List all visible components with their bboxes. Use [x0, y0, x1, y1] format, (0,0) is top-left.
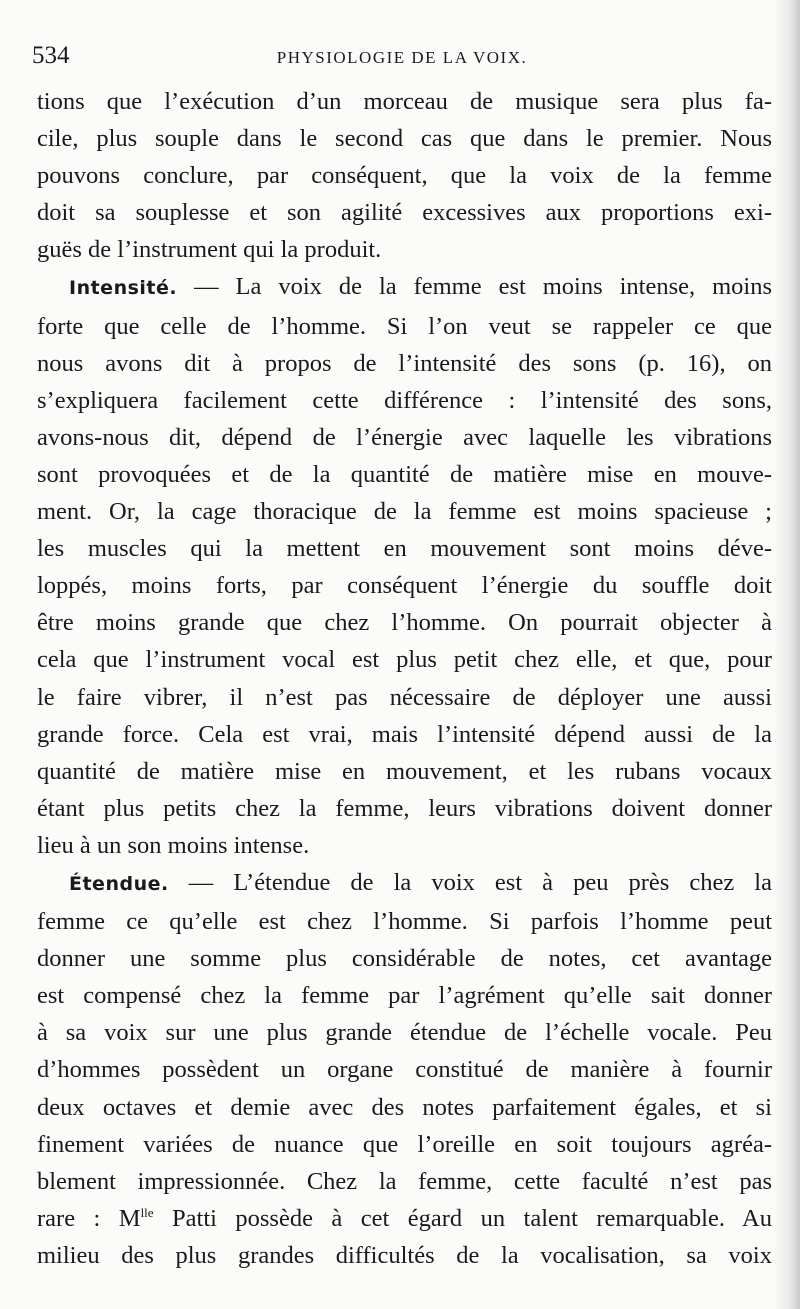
- text-fragment: — La voix de la femme est moins intense, moins: [177, 273, 772, 301]
- text-line: nous avons dit à propos de l’intensité des sons (p. 16), on: [37, 349, 772, 377]
- running-head: [32, 40, 772, 74]
- text-fragment: Patti possède à cet égard un talent remarquable. Au: [153, 1204, 772, 1232]
- text-line: les muscles qui la mettent en mouvement sont moins déve-: [37, 535, 772, 563]
- text-line: lieu à un son moins intense.: [37, 831, 310, 859]
- text-line: à sa voix sur une plus grande étendue de l’échelle vocale. Peu: [37, 1019, 772, 1047]
- page-edge-shadow: [774, 0, 800, 1309]
- superscript: lle: [140, 1204, 154, 1220]
- text-line: le faire vibrer, il n’est pas nécessaire de déployer une aussi: [37, 683, 772, 711]
- text-line: forte que celle de l’homme. Si l’on veut se rappeler ce que: [37, 312, 772, 340]
- text-line: deux octaves et demie avec des notes parfaitement égales, et si: [37, 1093, 772, 1121]
- text-line: quantité de matière mise en mouvement, et les rubans vocaux: [37, 757, 772, 785]
- text-fragment: rare : M: [37, 1204, 141, 1232]
- body-text: [37, 83, 772, 1274]
- section-intensite-first-line: [37, 268, 772, 307]
- text-line: étant plus petits chez la femme, leurs vibrations doivent donner: [37, 794, 772, 822]
- text-line: ment. Or, la cage thoracique de la femme est moins spacieuse ;: [37, 498, 772, 526]
- text-line: milieu des plus grandes difficultés de la vocalisation, sa voix: [37, 1241, 772, 1269]
- text-line: d’hommes possèdent un organe constitué de manière à fournir: [37, 1056, 772, 1084]
- text-line: tions que l’exécution d’un morceau de musique sera plus fa-: [37, 88, 772, 115]
- text-line: s’expliquera facilement cette différence : l’intensité des sons,: [37, 386, 772, 414]
- text-line: cile, plus souple dans le second cas que dans le premier. Nous: [37, 125, 772, 153]
- text-line: grande force. Cela est vrai, mais l’intensité dépend aussi de la: [37, 720, 772, 748]
- text-line: sont provoquées et de la quantité de matière mise en mouve-: [37, 460, 772, 488]
- text-line: blement impressionnée. Chez la femme, cette faculté n’est pas: [37, 1167, 772, 1195]
- text-line: donner une somme plus considérable de notes, cet avantage: [37, 945, 772, 973]
- text-line: est compensé chez la femme par l’agrément qu’elle sait donner: [37, 982, 772, 1010]
- text-line: doit sa souplesse et son agilité excessives aux proportions exi-: [37, 199, 772, 227]
- text-line: être moins grande que chez l’homme. On pourrait objecter à: [37, 609, 772, 637]
- text-line: cela que l’instrument vocal est plus petit chez elle, et que, pour: [37, 646, 772, 674]
- running-head-title: PHYSIOLOGIE DE LA VOIX.: [276, 48, 528, 67]
- text-line: guës de l’instrument qui la produit.: [37, 236, 382, 264]
- text-line-with-superscript: [37, 1200, 772, 1237]
- text-line: finement variées de nuance que l’oreille en soit toujours agréa-: [37, 1130, 772, 1158]
- section-etendue-first-line: [37, 864, 772, 903]
- text-fragment: — L’étendue de la voix est à peu près chez la: [168, 868, 772, 896]
- text-line: pouvons conclure, par conséquent, que la voix de la femme: [37, 162, 772, 190]
- text-line: loppés, moins forts, par conséquent l’énergie du souffle doit: [37, 572, 772, 600]
- text-line: avons-nous dit, dépend de l’énergie avec laquelle les vibrations: [37, 423, 772, 451]
- section-heading-etendue: Étendue.: [69, 872, 169, 895]
- section-heading-intensite: Intensité.: [69, 277, 178, 300]
- text-line: femme ce qu’elle est chez l’homme. Si parfois l’homme peut: [37, 908, 772, 936]
- page-number: 534: [32, 42, 70, 69]
